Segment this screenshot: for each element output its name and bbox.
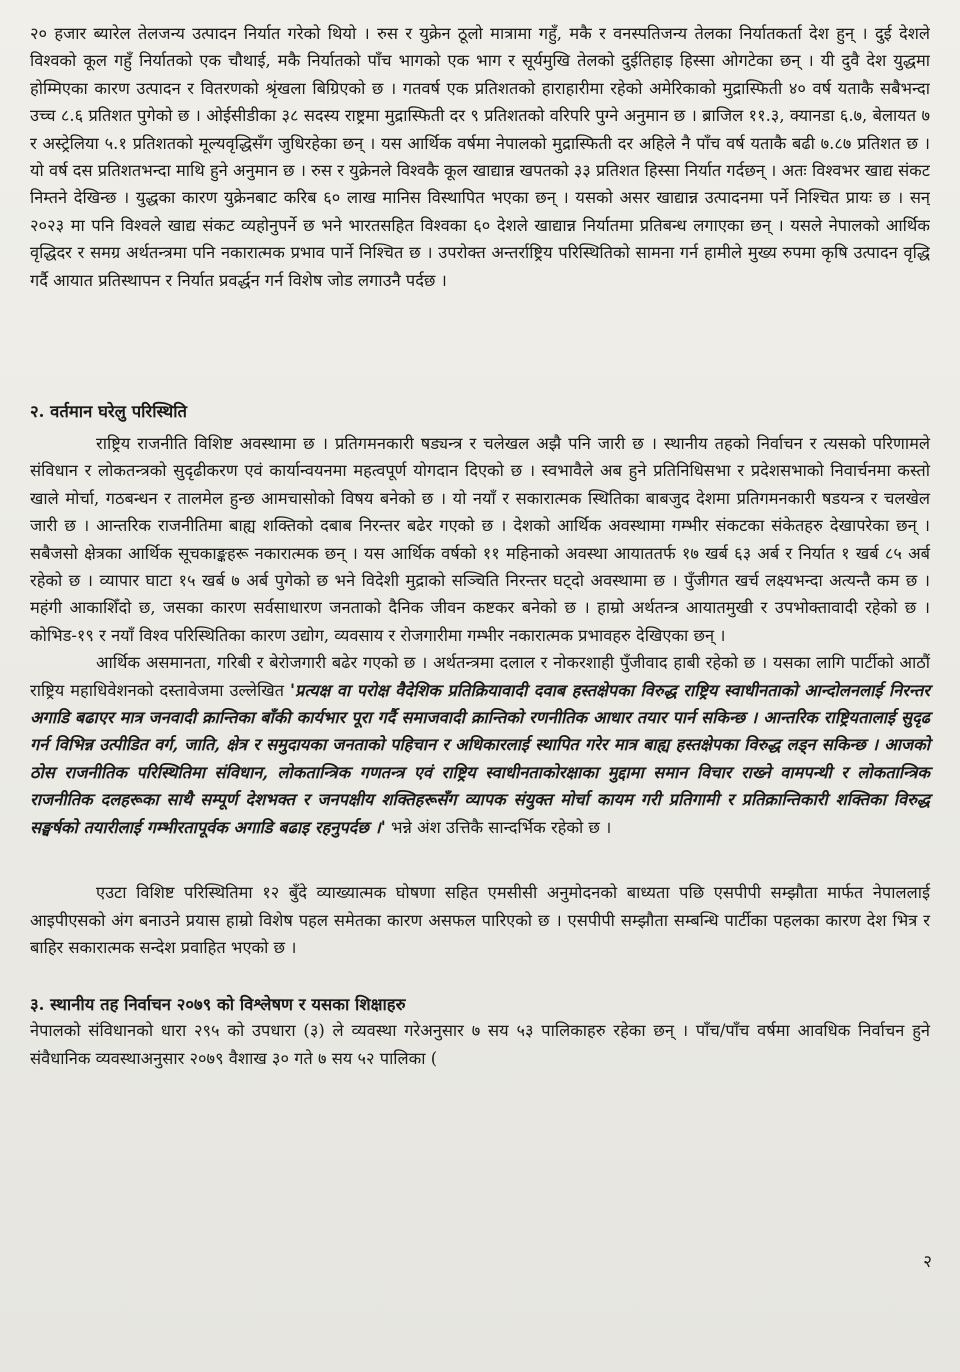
convention-document-quote: 'प्रत्यक्ष वा परोक्ष वैदेशिक प्रतिक्रियावादी दवाब हस्तक्षेपका विरुद्ध राष्ट्रिय स्वाधीनताको आन्दोलनलाई निरन्तर अगाडि बढाएर मात्र जनवादी क्रान्तिका बाँकी कार्यभार पूरा गर्दै समाजवादी क्रान्तिको रणनीतिक आधार तयार पार्न सकिन्छ । आन्तरिक राष्ट्रियतालाई सुदृढ गर्न विभिन्न उत्पीडित वर्ग, जाति, क्षेत्र र समुदायका जनताको पहिचान र अधिकारलाई स्थापित गरेर मात्र बाह्य हस्तक्षेपका विरुद्ध लड्न सकिन्छ । आजको ठोस राजनीतिक परिस्थितिमा संविधान, लोकतान्त्रिक गणतन्त्र एवं राष्ट्रिय स्वाधीनताकोरक्षाका मुद्दामा समान विचार राख्ने वामपन्थी र लोकतान्त्रिक राजनीतिक दलहरूका साथै सम्पूर्ण देशभक्त र जनपक्षीय शक्तिहरूसँग व्यापक संयुक्त मोर्चा कायम गरी प्रतिगामी र प्रतिक्रान्तिकारी शक्तिका विरुद्ध सङ्घर्षको तयारीलाई गम्भीरतापूर्वक अगाडि बढाइ रहनुपर्दछ ।' <box>30 680 930 837</box>
section-3-heading: ३. स्थानीय तह निर्वाचन २०७९ को विश्लेषण र यसका शिक्षाहरु <box>30 994 406 1015</box>
section-2-paragraph-3: एउटा विशिष्ट परिस्थितिमा १२ बुँदे व्याख्यात्मक घोषणा सहित एमसीसी अनुमोदनको बाध्यता पछि एसपीपी सम्झौता मार्फत नेपाललाई आइपीएसको अंग बनाउने प्रयास हाम्रो विशेष पहल समेतका कारण असफल पारिएको छ । एसपीपी सम्झौता सम्बन्धि पार्टीका पहलका कारण देश भित्र र बाहिर सकारात्मक सन्देश प्रवाहित भएको छ । <box>30 883 930 957</box>
document-body <box>30 20 930 1072</box>
intro-paragraph: २० हजार ब्यारेल तेलजन्य उत्पादन निर्यात गरेको थियो । रुस र युक्रेन ठूलो मात्रामा गहुँ, मकै र वनस्पतिजन्य तेलका निर्यातकर्ता देश हुन् । दुई देशले विश्वको कूल गहुँ निर्यातको एक चौथाई, मकै निर्यातको पाँच भागको एक भाग र सूर्यमुखि तेलको दुईतिहाइ हिस्सा ओगटेका छन् । यी दुवै देश युद्धमा होम्मिएका कारण उत्पादन र वितरणको श्रृंखला बिग्रिएको छ । गतवर्ष एक प्रतिशतको हाराहारीमा रहेको अमेरिकाको मुद्रास्फिती ४० वर्ष यताकै सबैभन्दा उच्च ८.६ प्रतिशत पुगेको छ । ओईसीडीका ३८ सदस्य राष्ट्रमा मुद्रास्फिती दर ९ प्रतिशतको वरिपरि पुग्ने अनुमान छ । ब्राजिल ११.३, क्यानडा ६.७, बेलायत ७ र अस्ट्रेलिया ५.१ प्रतिशतको मूल्यवृद्धिसँग जुधिरहेका छन् । यस आर्थिक वर्षमा नेपालको मुद्रास्फिती दर अहिले नै पाँच वर्ष यताकै बढी ७.८७ प्रतिशत छ । यो वर्ष दस प्रतिशतभन्दा माथि हुने अनुमान छ । रुस र युक्रेनले विश्वकै कूल खाद्यान्न खपतको ३३ प्रतिशत हिस्सा निर्यात गर्दछन् । अतः विश्वभर खाद्य संकट निम्तने देखिन्छ । युद्धका कारण युक्रेनबाट करिब ६० लाख मानिस विस्थापित भएका छन् । यसको असर खाद्यान्न उत्पादनमा पर्ने निश्चित प्रायः छ । सन् २०२३ मा पनि विश्वले खाद्य संकट व्यहोनुपर्ने छ भने भारतसहित विश्वका ६० देशले खाद्यान्न निर्यातमा प्रतिबन्ध लगाएका छन् । यसले नेपालको आर्थिक वृद्धिदर र समग्र अर्थतन्त्रमा पनि नकारात्मक प्रभाव पार्ने निश्चित छ । उपरोक्त अन्तर्राष्ट्रिय परिस्थितिको सामना गर्न हामीले मुख्य रुपमा कृषि उत्पादन वृद्धि गर्दै आयात प्रतिस्थापन र निर्यात प्रवर्द्धन गर्न विशेष जोड लगाउनै पर्दछ । <box>30 24 930 290</box>
section-3-paragraph-1: नेपालको संविधानको धारा २९५ को उपधारा (३) ले व्यवस्था गरेअनुसार ७ सय ५३ पालिकाहरु रहेका छन् । पाँच/पाँच वर्षमा आवधिक निर्वाचन हुने संवैधानिक व्यवस्थाअनुसार २०७९ वैशाख ३० गते ७ सय ५२ पालिका ( <box>30 1021 930 1068</box>
section-2-paragraph-1: राष्ट्रिय राजनीति विशिष्ट अवस्थामा छ । प्रतिगमनकारी षड्यन्त्र र चलेखल अझै पनि जारी छ । स्थानीय तहको निर्वाचन र त्यसको परिणामले संविधान र लोकतन्त्रको सुदृढीकरण एवं कार्यान्वयनमा महत्वपूर्ण योगदान दिएको छ । स्वभावैले अब हुने प्रतिनिधिसभा र प्रदेशसभाको निवार्चनमा कस्तो खाले मोर्चा, गठबन्धन र तालमेल हुन्छ आमचासोको विषय बनेको छ । यो नयाँ र सकारात्मक स्थितिका बाबजुद देशमा प्रतिगमनकारी षडयन्त्र र चलखेल जारी छ । आन्तरिक राजनीतिमा बाह्य शक्तिको दबाब निरन्तर बढेर गएको छ । देशको आर्थिक अवस्थामा गम्भीर संकटका संकेतहरु देखापरेका छन् । सबैजसो क्षेत्रका आर्थिक सूचकाङ्कहरू नकारात्मक छन् । यस आर्थिक वर्षको ११ महिनाको अवस्था आयाततर्फ १७ खर्ब ६३ अर्ब र निर्यात १ खर्ब ८५ अर्ब रहेको छ । व्यापार घाटा १५ खर्ब ७ अर्ब पुगेको छ भने विदेशी मुद्राको सञ्चिति निरन्तर घट्दो अवस्थामा छ । पुँजीगत खर्च लक्ष्यभन्दा अत्यन्तै कम छ । महंगी आकाशिँदो छ, जसका कारण सर्वसाधारण जनताको दैनिक जीवन कष्टकर बनेको छ । हाम्रो अर्थतन्त्र आयातमुखी र उपभोक्तावादी रहेको छ । कोभिड-१९ र नयाँ विश्व परिस्थितिका कारण उद्योग, व्यवसाय र रोजगारीमा गम्भीर नकारात्मक प्रभावहरु देखिएका छन् । <box>30 434 930 645</box>
section-2-paragraph-2 <box>30 649 930 841</box>
section-2-paragraph-2-tail: भन्ने अंश उत्तिकै सान्दर्भिक रहेको छ । <box>385 817 612 837</box>
page-number: २ <box>923 1252 932 1272</box>
section-2-paragraph-2-lead: आर्थिक असमानता, गरिबी र बेरोजगारी बढेर गएको छ । अर्थतन्त्रमा दलाल र नोकरशाही पुँजीवाद हाबी रहेको छ । यसका लागि पार्टीको आठौं राष्ट्रिय महाधिवेशनको दस्तावेजमा उल्लेखित <box>30 653 930 700</box>
section-2-heading: २. वर्तमान घरेलु परिस्थिति <box>30 401 187 421</box>
